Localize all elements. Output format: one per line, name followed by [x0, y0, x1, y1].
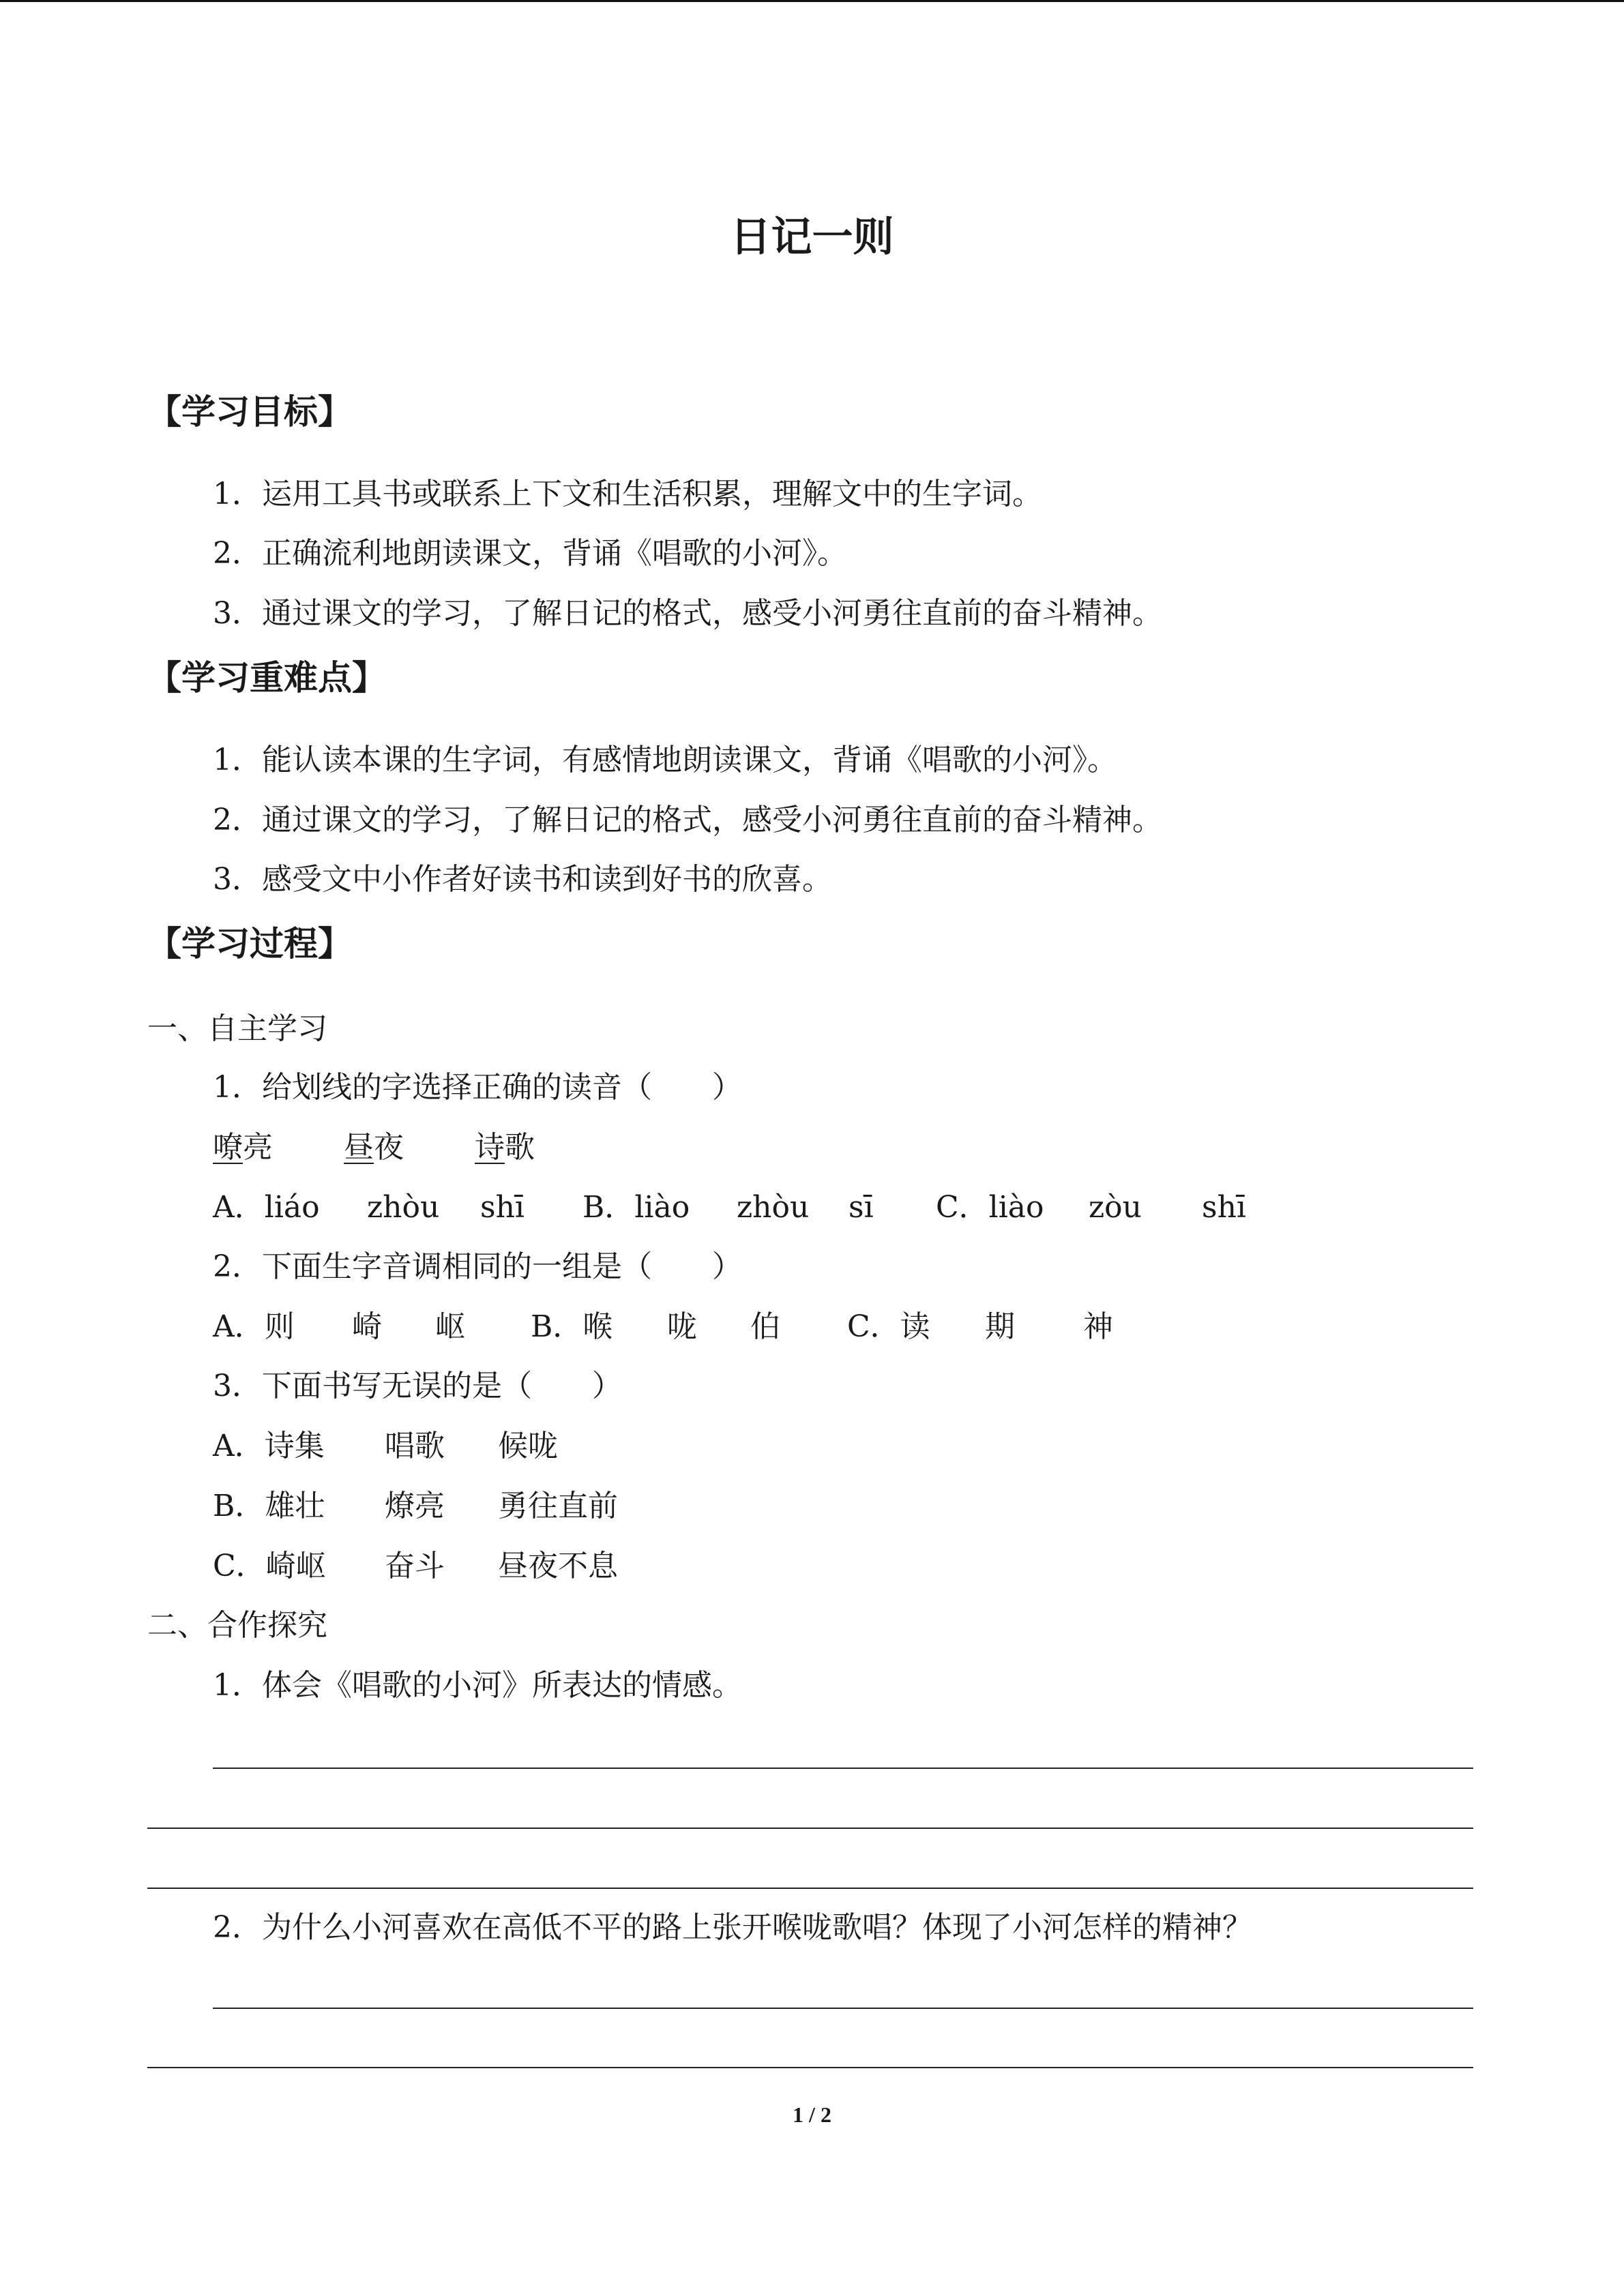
goal-item-2: 2．正确流利地朗读课文，背诵《唱歌的小河》。 — [213, 536, 847, 571]
q1-option-b-p2: zhòu — [737, 1190, 810, 1225]
q1-word-1-underlined: 嘹 — [213, 1130, 243, 1165]
q3-option-b-w3: 勇往直前 — [498, 1489, 618, 1523]
q1-stem: 1．给划线的字选择正确的读音（ ） — [213, 1070, 742, 1105]
heading-goals: 【学习目标】 — [147, 392, 352, 432]
part2-q2: 2．为什么小河喜欢在高低不平的路上张开喉咙歌唱？体现了小河怎样的精神？ — [213, 1910, 1252, 1945]
page-title: 日记一则 — [730, 213, 894, 261]
q1-option-c-p2: zòu — [1089, 1190, 1142, 1225]
q1-option-a-p3: shī — [480, 1190, 525, 1225]
answer-line — [147, 2067, 1473, 2068]
q1-word-2-rest: 夜 — [374, 1130, 404, 1165]
q2-option-b-c2: 咙 — [667, 1309, 697, 1344]
q3-option-c-w2: 奋斗 — [385, 1549, 445, 1583]
q1-option-b: B．liào — [582, 1190, 690, 1225]
q1-word-1 — [213, 1130, 273, 1165]
answer-line — [213, 1768, 1473, 1769]
answer-line — [147, 1888, 1473, 1889]
q2-option-b: B．喉 — [531, 1309, 613, 1344]
goal-item-1: 1．运用工具书或联系上下文和生活积累，理解文中的生字词。 — [213, 477, 1042, 511]
key-point-item-2: 2．通过课文的学习，了解日记的格式，感受小河勇往直前的奋斗精神。 — [213, 803, 1162, 837]
q1-word-2 — [344, 1130, 404, 1165]
q1-option-a-p2: zhòu — [367, 1190, 440, 1225]
q3-option-a-w2: 唱歌 — [385, 1429, 445, 1463]
top-border — [0, 0, 1624, 2]
key-point-item-1: 1．能认读本课的生字词，有感情地朗读课文，背诵《唱歌的小河》。 — [213, 743, 1117, 777]
q3-option-a-w3: 候咙 — [498, 1429, 558, 1463]
q2-option-c-c3: 神 — [1083, 1309, 1113, 1344]
q2-option-b-c3: 伯 — [750, 1309, 780, 1344]
key-point-item-3: 3．感受文中小作者好读书和读到好书的欣喜。 — [213, 862, 832, 897]
q2-option-a: A．则 — [213, 1309, 295, 1344]
page-number: 1 / 2 — [793, 2102, 831, 2127]
part1-label: 一、自主学习 — [147, 1011, 327, 1046]
part2-q1: 1．体会《唱歌的小河》所表达的情感。 — [213, 1668, 742, 1703]
q1-option-c: C．liào — [936, 1190, 1044, 1225]
answer-line — [147, 1828, 1473, 1829]
q1-option-c-p3: shī — [1202, 1190, 1246, 1225]
q1-option-a: A．liáo — [213, 1190, 320, 1225]
goal-item-3: 3．通过课文的学习，了解日记的格式，感受小河勇往直前的奋斗精神。 — [213, 596, 1162, 631]
q2-stem: 2．下面生字音调相同的一组是（ ） — [213, 1249, 742, 1284]
q1-word-3 — [475, 1130, 535, 1165]
q3-option-c-w3: 昼夜不息 — [498, 1549, 618, 1583]
answer-line — [213, 2008, 1473, 2009]
q3-option-a: A．诗集 — [213, 1429, 325, 1463]
q1-word-3-underlined: 诗 — [475, 1130, 505, 1165]
q1-word-2-underlined: 昼 — [344, 1130, 374, 1165]
q1-word-3-rest: 歌 — [505, 1130, 535, 1165]
heading-key-points: 【学习重难点】 — [147, 658, 386, 698]
heading-process: 【学习过程】 — [147, 924, 352, 964]
q3-option-c: C．崎岖 — [213, 1549, 326, 1583]
q3-stem: 3．下面书写无误的是（ ） — [213, 1369, 622, 1403]
q2-option-a-c2: 崎 — [352, 1309, 382, 1344]
q2-option-c-c2: 期 — [985, 1309, 1015, 1344]
part2-label: 二、合作探究 — [147, 1608, 327, 1643]
q3-option-b-w2: 燎亮 — [385, 1489, 445, 1523]
q2-option-a-c3: 岖 — [435, 1309, 465, 1344]
q3-option-b: B．雄壮 — [213, 1489, 325, 1523]
q1-word-1-rest: 亮 — [243, 1130, 273, 1165]
q1-option-b-p3: sī — [848, 1190, 874, 1225]
q2-option-c: C．读 — [847, 1309, 930, 1344]
